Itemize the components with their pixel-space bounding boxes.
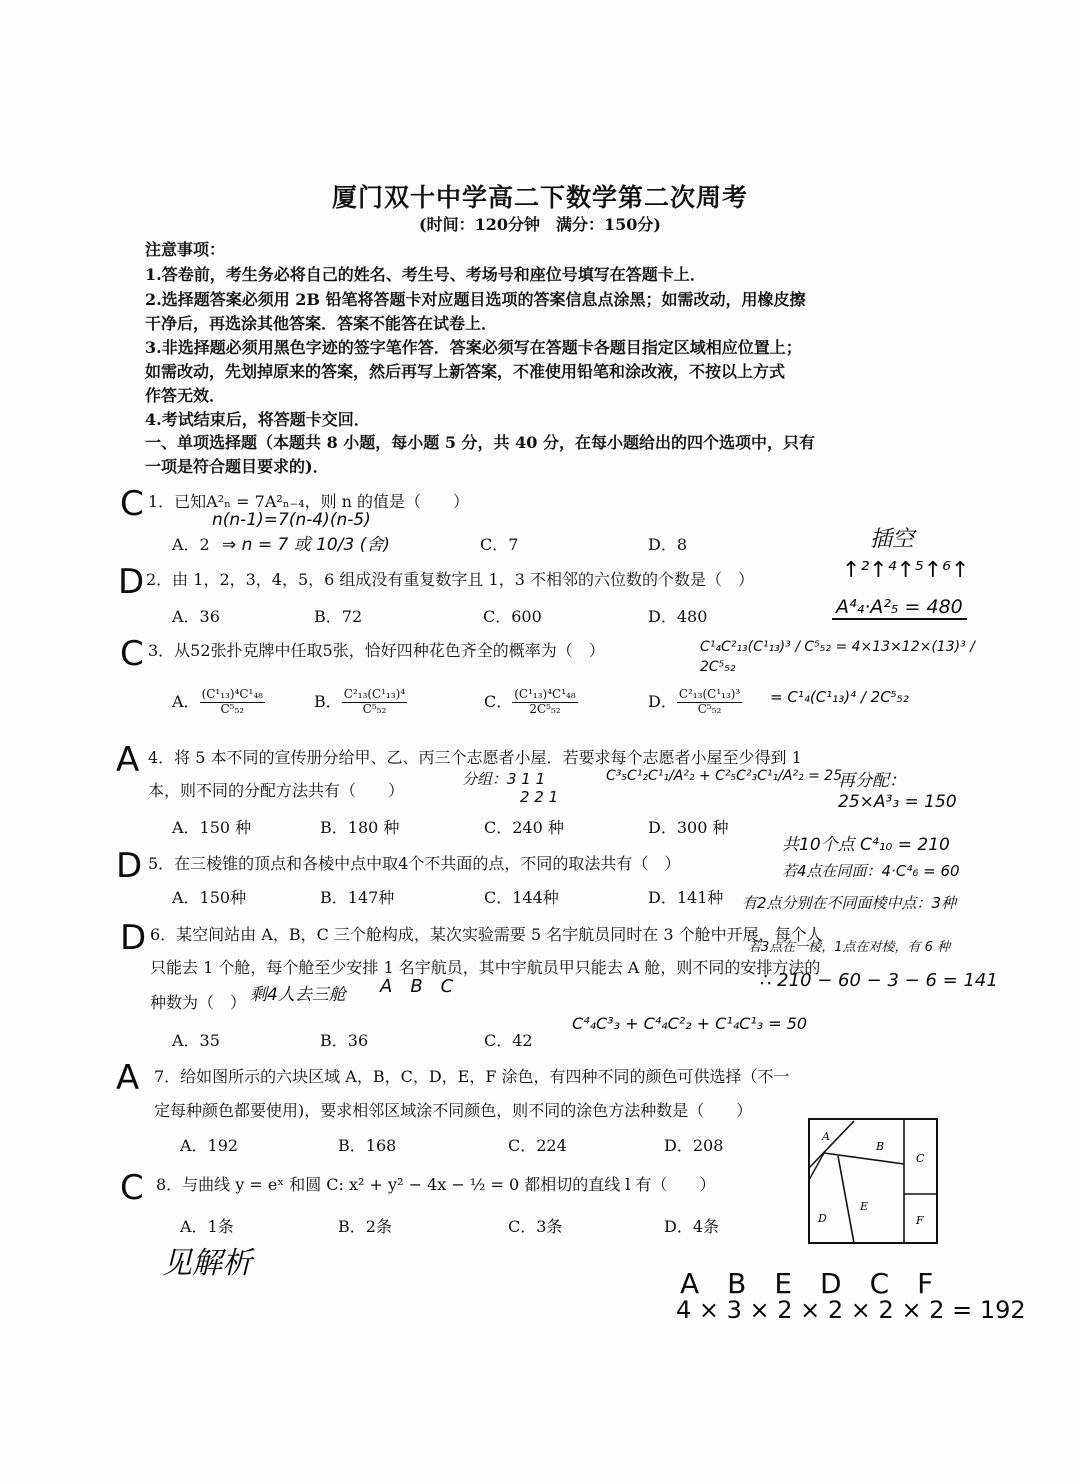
region-label-a: A [822, 1130, 830, 1143]
q7-stem-line-2: 定每种颜色都要使用)，要求相邻区域涂不同颜色，则不同的涂色方法种数是（ ） [154, 1101, 753, 1120]
region-label-f: F [916, 1214, 924, 1227]
q1-option-c: C．7 [480, 535, 519, 554]
q7-option-c: C．224 [508, 1136, 567, 1155]
q7-option-b: B．168 [338, 1136, 397, 1155]
q3-handwriting-1: C¹₄C²₁₃(C¹₁₃)³ / C⁵₅₂ = 4×13×12×(13)³ / 2C⁵₅₂ [700, 639, 975, 675]
page-title: 厦门双十中学高二下数学第二次周考 [331, 183, 748, 212]
q4-handwriting-3: C³₅C¹₂C¹₁/A²₂ + C²₅C²₃C¹₁/A²₂ = 25 [606, 768, 843, 784]
q8-option-d: D．4条 [664, 1217, 720, 1236]
q1-answer-mark: C [120, 484, 144, 524]
notice-heading: 注意事项： [145, 240, 226, 259]
q8-option-a: A．1条 [180, 1217, 234, 1236]
q6-handwriting-2: ∴ 210 − 60 − 3 − 6 = 141 [760, 970, 998, 991]
q2-stem: 2．由 1，2，3，4，5，6 组成没有重复数字且 1，3 不相邻的六位数的个数是（ ） [146, 570, 754, 589]
q7-handwriting-calc: 4 × 3 × 2 × 2 × 2 × 2 = 192 [676, 1296, 1026, 1324]
q6-handwriting-3: 剩4人去三舱 [250, 985, 346, 1005]
notice-line-5: 如需改动，先划掉原来的答案，然后再写上新答案，不准使用铅笔和涂改液，不按以上方式 [145, 362, 786, 381]
q6-handwriting-cols: A B C [380, 976, 454, 997]
notice-line-1: 1.答卷前，考生务必将自己的姓名、考生号、考场号和座位号填写在答题卡上． [145, 265, 706, 284]
q6-stem-line-1: 6．某空间站由 A，B，C 三个舱构成，某次实验需要 5 名宇航员同时在 3 个舱中开展，每个人 [150, 925, 823, 944]
q3-option-b: B． $\frac{\text{C²₁₃(C¹₁₃)⁴}}{\text{C⁵₅₂}}$ [314, 687, 406, 716]
q4-handwriting-2: 2 2 1 [520, 788, 559, 806]
notice-line-7: 4.考试结束后，将答题卡交回． [145, 410, 370, 429]
section-heading-line-2: 一项是符合题目要求的)． [145, 457, 329, 476]
notice-line-3: 干净后，再选涂其他答案．答案不能答在试卷上． [145, 314, 498, 333]
q5-answer-mark: D [116, 846, 143, 886]
q3-option-d: D． $\frac{\text{C²₁₃(C¹₁₃)³}}{\text{C⁵₅₂}}$ [648, 687, 741, 716]
q6-answer-mark: D [120, 918, 147, 958]
q8-stem: 8．与曲线 y = eˣ 和圆 C: x² + y² − 4x − ½ = 0 都相切的直线 l 有（ ） [156, 1175, 716, 1194]
q7-option-a: A．192 [180, 1136, 239, 1155]
q2-option-c: C．600 [483, 607, 542, 626]
q6-option-a: A．35 [172, 1031, 220, 1050]
q3-handwriting-2: = C¹₄(C¹₁₃)⁴ / 2C⁵₅₂ [770, 688, 909, 706]
q6-option-b: B．36 [320, 1031, 369, 1050]
q7-handwriting-order: A B E D C F [680, 1267, 934, 1300]
q3-option-c: C． $\frac{\text{(C¹₁₃)⁴C¹₄₈}}{\text{2C⁵₅₂}}$ [484, 687, 576, 716]
region-label-d: D [818, 1212, 827, 1225]
q2-handwriting-digits: ↑²↑⁴↑⁵↑⁶↑ [842, 558, 970, 583]
q1-stem: 1．已知A²ₙ = 7A²ₙ₋₄，则 n 的值是（ ） [148, 492, 470, 511]
q5-option-c: C．144种 [484, 888, 559, 907]
q2-handwriting-calc: A⁴₄·A²₅ = 480 [832, 596, 967, 620]
q4-stem-line-1: 4．将 5 本不同的宣传册分给甲、乙、丙三个志愿者小屋．若要求每个志愿者小屋至少得到 1 [148, 748, 802, 767]
q4-handwriting-5: 25×A³₃ = 150 [838, 792, 957, 812]
q1-option-d: D．8 [648, 535, 688, 554]
notice-line-4: 3.非选择题必须用黑色字迹的签字笔作答．答案必须写在答题卡各题目指定区域相应位置上； [145, 338, 802, 357]
section-heading-line-1: 一、单项选择题（本题共 8 小题，每小题 5 分，共 40 分，在每小题给出的四个选项中，只有 [145, 433, 815, 452]
region-label-b: B [876, 1140, 885, 1153]
q2-answer-mark: D [118, 562, 145, 602]
q6-option-c: C．42 [484, 1031, 533, 1050]
q3-option-a: A． $\frac{\text{(C¹₁₃)⁴C¹₄₈}}{\text{C⁵₅₂}}$ [172, 687, 263, 716]
region-label-c: C [916, 1152, 925, 1165]
q7-option-d: D．208 [664, 1136, 724, 1155]
page-subtitle: (时间：120分钟 满分：150分) [419, 215, 661, 234]
q4-option-c: C．240 种 [484, 818, 564, 837]
q5-handwriting-3: 有2点分别在不同面棱中点：3种 [742, 894, 957, 912]
q1-handwriting-2: ⇒ n = 7 或 10/3 (舍) [222, 535, 390, 555]
q4-option-b: B．180 种 [320, 818, 400, 837]
q4-handwriting-4: 再分配： [838, 771, 906, 791]
notice-line-2: 2.选择题答案必须用 2B 铅笔将答题卡对应题目选项的答案信息点涂黑；如需改动，用橡皮擦 [145, 290, 806, 309]
q8-answer-mark: C [120, 1168, 144, 1208]
q5-option-a: A．150种 [172, 888, 247, 907]
q4-handwriting-1: 分组：3 1 1 [462, 770, 546, 788]
q5-option-d: D．141种 [648, 888, 724, 907]
q5-stem: 5．在三棱锥的顶点和各棱中点中取4个不共面的点，不同的取法共有（ ） [148, 854, 681, 873]
q6-handwriting-1: 若3点在一棱，1点在对棱，有 6 种 [748, 940, 951, 955]
q2-handwriting-label: 插空 [870, 527, 915, 552]
q4-answer-mark: A [116, 740, 140, 780]
q3-stem: 3．从52张扑克牌中任取5张，恰好四种花色齐全的概率为（ ） [148, 641, 605, 660]
q6-stem-line-3: 种数为（ ） [150, 993, 247, 1012]
region-label-e: E [860, 1200, 869, 1213]
q7-region-diagram [808, 1118, 938, 1244]
q2-option-d: D．480 [648, 607, 708, 626]
q8-option-c: C．3条 [508, 1217, 563, 1236]
q1-handwriting-1: n(n-1)=7(n-4)(n-5) [212, 510, 371, 530]
q2-option-a: A．36 [172, 607, 220, 626]
q5-handwriting-2: 若4点在同面：4·C⁴₆ = 60 [782, 862, 960, 880]
q6-handwriting-calc: C⁴₄C³₃ + C⁴₄C²₂ + C¹₄C¹₃ = 50 [572, 1014, 808, 1033]
q6-stem-line-2: 只能去 1 个舱，每个舱至少安排 1 名宇航员，其中宇航员甲只能去 A 舱，则不同的安排方法的 [150, 958, 821, 977]
q8-handwriting: 见解析 [162, 1246, 252, 1281]
notice-line-6: 作答无效． [145, 386, 226, 405]
q5-option-b: B．147种 [320, 888, 395, 907]
q7-answer-mark: A [116, 1058, 140, 1098]
q4-option-d: D．300 种 [648, 818, 729, 837]
q3-answer-mark: C [120, 634, 144, 674]
q4-stem-line-2: 本，则不同的分配方法共有（ ） [148, 781, 405, 800]
q7-stem-line-1: 7．给如图所示的六块区域 A，B，C，D，E，F 涂色，有四种不同的颜色可供选择（不一 [154, 1067, 790, 1086]
q5-handwriting-1: 共10个点 C⁴₁₀ = 210 [782, 835, 950, 855]
q4-option-a: A．150 种 [172, 818, 252, 837]
q8-option-b: B．2条 [338, 1217, 392, 1236]
q1-option-a: A．2 [172, 535, 210, 554]
q2-option-b: B．72 [314, 607, 363, 626]
